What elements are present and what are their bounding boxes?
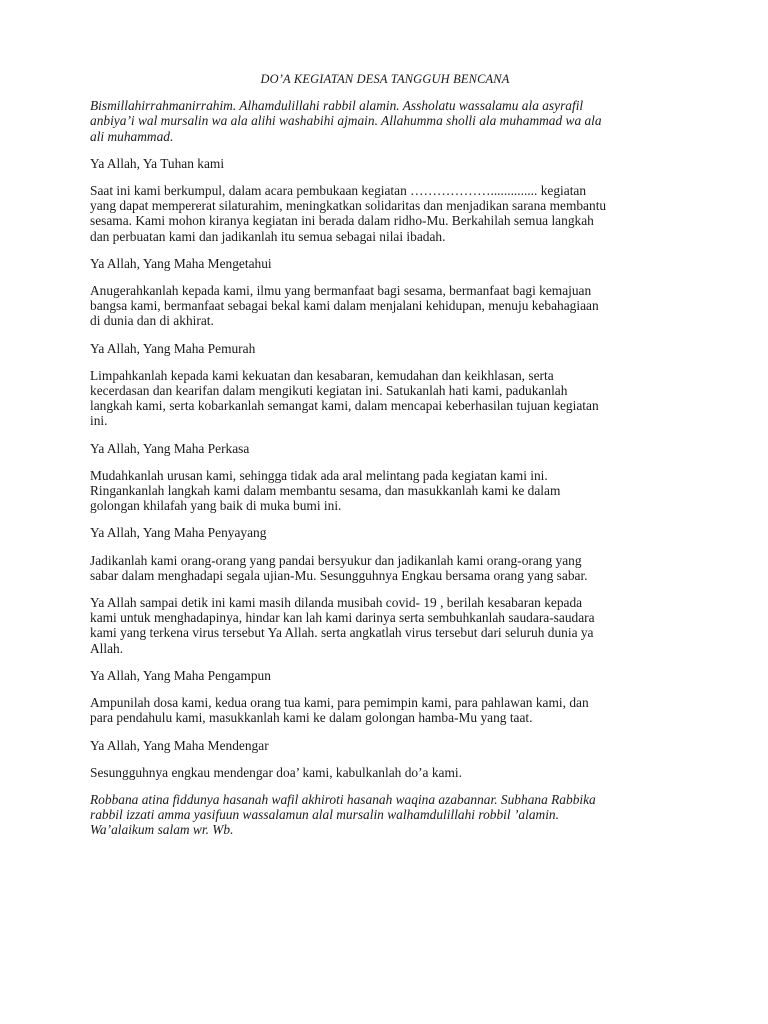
text-line: para pendahulu kami, masukkanlah kami ke dalam golongan hamba-Mu yang taat. [90, 710, 533, 726]
prayer-paragraph [90, 765, 680, 780]
text-line: Robbana atina fiddunya hasanah wafil akhiroti hasanah waqina azabannar. Subhana Rabbika [90, 791, 596, 807]
text-line: ali muhammad. [90, 128, 174, 144]
text-line: Wa’alaikum salam wr. Wb. [90, 822, 234, 838]
text-line: Ya Allah, Ya Tuhan kami [90, 155, 225, 171]
text-line: Ya Allah, Yang Maha Perkasa [90, 440, 250, 456]
invocation-heading [90, 256, 680, 271]
text-line: Limpahkanlah kepada kami kekuatan dan kesabaran, kemudahan dan keikhlasan, serta [90, 367, 554, 383]
text-line: Mudahkanlah urusan kami, sehingga tidak ada aral melintang pada kegiatan kami ini. [90, 467, 548, 483]
invocation-heading [90, 156, 680, 171]
prayer-paragraph [90, 183, 680, 244]
prayer-paragraph [90, 368, 680, 429]
text-line: Saat ini kami berkumpul, dalam acara pembukaan kegiatan ……………….............. kegiatan [90, 183, 587, 199]
text-line: Jadikanlah kami orang-orang yang pandai bersyukur dan jadikanlah kami orang-orang yang [90, 552, 582, 568]
invocation-heading [90, 441, 680, 456]
document-body [90, 98, 680, 837]
invocation-heading [90, 341, 680, 356]
text-line: Anugerahkanlah kepada kami, ilmu yang bermanfaat bagi sesama, bermanfaat bagi kemajuan [90, 283, 592, 299]
text-line: Ya Allah sampai detik ini kami masih dilanda musibah covid- 19 , berilah kesabaran kepada [90, 595, 583, 611]
text-line: Allah. [90, 640, 124, 656]
prayer-paragraph [90, 695, 680, 725]
text-line: anbiya’i wal mursalin wa ala alihi washabihi ajmain. Allahumma sholli ala muhammad wa ala [90, 113, 602, 129]
text-line: golongan khilafah yang baik di muka bumi ini. [90, 498, 342, 514]
invocation-heading [90, 738, 680, 753]
document-page [90, 72, 680, 850]
prayer-paragraph [90, 553, 680, 583]
document-title: DO’A KEGIATAN DESA TANGGUH BENCANA [260, 72, 510, 86]
prayer-paragraph [90, 595, 680, 656]
text-line: Sesungguhnya engkau mendengar doa’ kami, kabulkanlah do’a kami. [90, 764, 462, 780]
text-line: Ya Allah, Yang Maha Penyayang [90, 525, 267, 541]
prayer-paragraph [90, 98, 680, 144]
text-line: kami untuk menghadapinya, hindar kan lah kami darinya serta sembuhkanlah saudara-saudara [90, 610, 595, 626]
invocation-heading [90, 668, 680, 683]
text-line: sesama. Kami mohon kiranya kegiatan ini berada dalam ridho-Mu. Berkahilah semua langkah [90, 213, 594, 229]
text-line: Ya Allah, Yang Maha Pemurah [90, 340, 256, 356]
text-line: sabar dalam menghadapi segala ujian-Mu. Sesungguhnya Engkau bersama orang yang sabar. [90, 567, 588, 583]
text-line: Ampunilah dosa kami, kedua orang tua kami, para pemimpin kami, para pahlawan kami, dan [90, 695, 589, 711]
text-line: ini. [90, 413, 108, 429]
text-line: langkah kami, serta kobarkanlah semangat kami, dalam mencapai keberhasilan tujuan kegiatan [90, 398, 599, 414]
text-line: yang dapat mempererat silaturahim, meningkatkan solidaritas dan menjadikan sarana membantu [90, 198, 607, 214]
text-line: Ya Allah, Yang Maha Pengampun [90, 667, 271, 683]
text-line: di dunia dan di akhirat. [90, 313, 214, 329]
text-line: kami yang terkena virus tersebut Ya Allah. serta angkatlah virus tersebut dari seluruh dunia ya [90, 625, 594, 641]
text-line: kecerdasan dan kearifan dalam mengikuti kegiatan ini. Satukanlah hati kami, padukanlah [90, 383, 568, 399]
text-line: Ya Allah, Yang Maha Mendengar [90, 737, 269, 753]
text-line: dan perbuatan kami dan jadikanlah itu semua sebagai nilai ibadah. [90, 228, 446, 244]
prayer-paragraph [90, 468, 680, 514]
text-line: Ringankanlah langkah kami dalam membantu sesama, dan masukkanlah kami ke dalam [90, 483, 561, 499]
prayer-paragraph [90, 792, 680, 838]
text-line: rabbil izzati amma yasifuun wassalamun alal mursalin walhamdulillahi robbil ’alamin. [90, 807, 559, 823]
text-line: Bismillahirrahmanirrahim. Alhamdulillahi rabbil alamin. Assholatu wassalamu ala asyrafil [90, 98, 584, 114]
text-line: bangsa kami, bermanfaat sebagai bekal kami dalam menjalani kehidupan, menuju kebahagiaan [90, 298, 599, 314]
prayer-paragraph [90, 283, 680, 329]
invocation-heading [90, 525, 680, 540]
text-line: Ya Allah, Yang Maha Mengetahui [90, 255, 272, 271]
